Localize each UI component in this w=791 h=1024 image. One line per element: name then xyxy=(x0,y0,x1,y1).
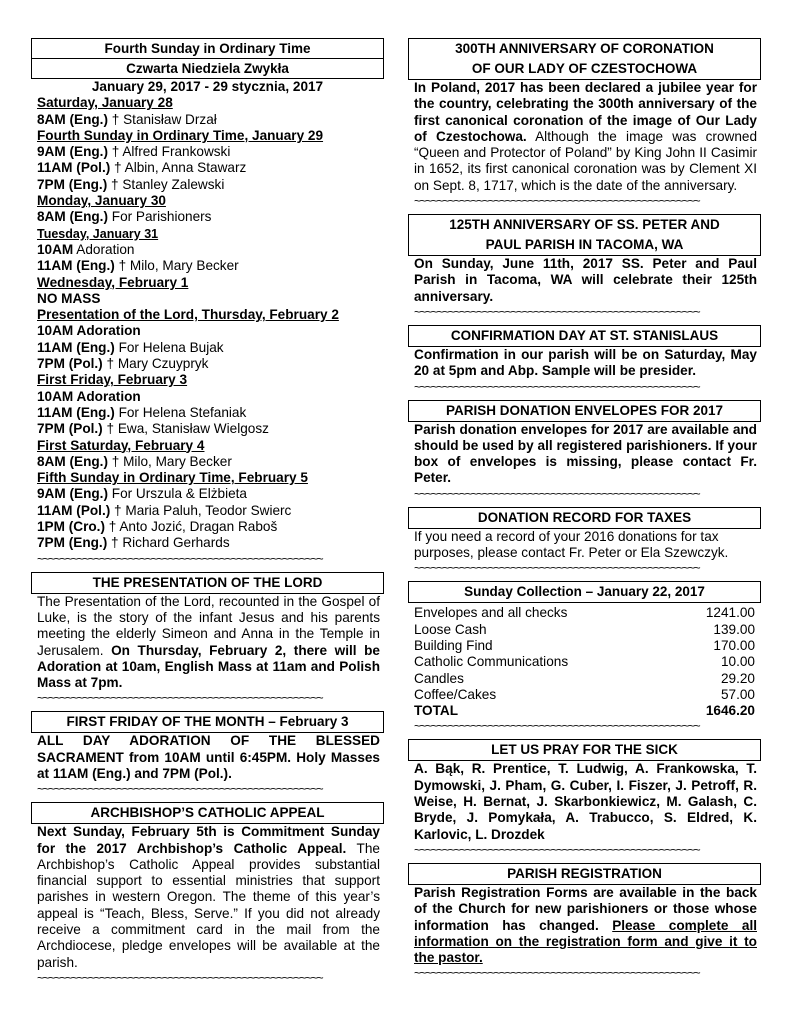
collection-amount: 29.20 xyxy=(720,670,755,686)
mass-intention: For Parishioners xyxy=(107,209,212,225)
collection-amount: 1241.00 xyxy=(705,605,755,621)
schedule-mass xyxy=(37,356,384,372)
schedule-mass xyxy=(37,160,384,176)
schedule-day-heading: First Friday, February 3 xyxy=(37,372,188,388)
coronation-text: In Poland, 2017 has been declared a jubilee year for the country, celebrating the 300th anniversary of the first canonical coronation of the image of Our Lady of Czestochowa. Although the image was crowned “Queen and Protector of Poland” by King John II Casimir in 1652, its first canonical coronation was by Clement XI on Sept. 8, 1717, which is the date of the anniversary. xyxy=(414,80,758,193)
mass-time: 9AM (Eng.) xyxy=(37,144,108,160)
mass-intention: For Helena Bujak xyxy=(114,339,224,355)
collection-row xyxy=(414,622,755,638)
collection-label: Catholic Communications xyxy=(414,654,569,670)
coronation-heading: 300TH ANNIVERSARY OF CORONATION OF OUR LADY OF CZESTOCHOWA xyxy=(408,38,761,80)
registration-heading: PARISH REGISTRATION xyxy=(408,863,761,885)
schedule-mass xyxy=(37,405,384,421)
left-column xyxy=(31,38,384,984)
mass-time: 8AM (Eng.) xyxy=(37,111,108,127)
mass-time: 8AM (Eng.) xyxy=(37,209,108,225)
mass-time: 11AM (Eng.) xyxy=(37,404,115,420)
mass-intention: † Milo, Mary Becker xyxy=(107,453,232,469)
schedule-title: Fourth Sunday in Ordinary Time xyxy=(104,41,311,56)
mass-time: 11AM (Pol.) xyxy=(37,502,111,518)
mass-intention: † Milo, Mary Becker xyxy=(114,258,239,274)
presentation-text: The Presentation of the Lord, recounted in the Gospel of Luke, is the story of the infant Jesus and his parents meeting the elderly Simeon and Anna in the Temple in Jerusalem. On Thursday, February 2, there will be Adoration at 10am, English Mass at 11am and Polish Mass at 7pm. xyxy=(37,593,380,691)
schedule-mass xyxy=(37,486,384,502)
separator: ~~~~~~~~~~~~~~~~~~~~~~~~~~~~~~~~~~~~~~~~~~~~~~~~~~ xyxy=(414,305,700,318)
schedule-mass xyxy=(37,209,384,225)
schedule-mass xyxy=(37,503,384,519)
schedule-day-heading: Presentation of the Lord, Thursday, February 2 xyxy=(37,307,339,323)
collection-label: Building Find xyxy=(414,637,493,653)
mass-intention: † Richard Gerhards xyxy=(107,535,230,551)
schedule-note: 10AM Adoration xyxy=(37,388,141,404)
first-friday-heading: FIRST FRIDAY OF THE MONTH – February 3 xyxy=(31,711,384,733)
mass-intention: † Stanley Zalewski xyxy=(107,176,225,192)
mass-time: 7PM (Eng.) xyxy=(37,176,108,192)
mass-schedule-header xyxy=(31,38,384,79)
mass-intention: † Anto Jozić, Dragan Raboš xyxy=(104,519,278,535)
schedule-mass xyxy=(37,112,384,128)
schedule-mass xyxy=(37,421,384,437)
appeal-text: Next Sunday, February 5th is Commitment Sunday for the 2017 Archbishop’s Catholic Appeal. The Archbishop’s Catholic Appeal provides substantial financial support to essential ministries that support parishes in western Oregon. The theme of this year’s appeal is “Teach, Bless, Serve.” If you did not already receive a commitment card in the mail from the Archdiocese, pledge envelopes will be available at the parish. xyxy=(37,824,380,970)
anniversary-heading: 125TH ANNIVERSARY OF SS. PETER AND PAUL PARISH IN TACOMA, WA xyxy=(408,214,761,256)
collection-amount: 10.00 xyxy=(720,654,755,670)
collection-amount: 57.00 xyxy=(720,686,755,702)
mass-intention: For Helena Stefaniak xyxy=(114,404,247,420)
separator: ~~~~~~~~~~~~~~~~~~~~~~~~~~~~~~~~~~~~~~~~~~~~~~~~~~ xyxy=(414,487,700,500)
collection-amount: 139.00 xyxy=(713,621,755,637)
right-column xyxy=(408,38,761,979)
collection-table xyxy=(414,605,755,719)
collection-row xyxy=(414,638,755,654)
schedule-mass xyxy=(37,177,384,193)
mass-time: 11AM (Eng.) xyxy=(37,258,115,274)
collection-label: Coffee/Cakes xyxy=(414,686,497,702)
sick-list: A. Bąk, R. Prentice, T. Ludwig, A. Frankowska, T. Dymowski, J. Pham, G. Cuber, I. Fiszer, J. Petroff, R. Weise, H. Bernat, J. Skarbonkiewicz, M. Galash, C. Bryde, J. Pomykała, A. Trabucco, S. Eldred, K. Karlovic, L. Drozdek xyxy=(414,761,757,842)
separator: ~~~~~~~~~~~~~~~~~~~~~~~~~~~~~~~~~~~~~~~~~~~~~~~~~~ xyxy=(414,195,700,208)
schedule-day-heading: Fourth Sunday in Ordinary Time, January 29 xyxy=(37,127,324,143)
collection-row xyxy=(414,654,755,670)
schedule-note: NO MASS xyxy=(37,290,101,306)
schedule-note: 10AM Adoration xyxy=(37,323,141,339)
collection-amount: 170.00 xyxy=(713,637,755,653)
collection-total-row: TOTAL 1646.20 xyxy=(414,703,755,719)
mass-intention: † Ewa, Stanisław Wielgosz xyxy=(102,421,269,437)
appeal-heading: ARCHBISHOP’S CATHOLIC APPEAL xyxy=(31,802,384,824)
separator: ~~~~~~~~~~~~~~~~~~~~~~~~~~~~~~~~~~~~~~~~~~~~~~~~~~ xyxy=(37,783,323,796)
separator: ~~~~~~~~~~~~~~~~~~~~~~~~~~~~~~~~~~~~~~~~~~~~~~~~~~ xyxy=(414,967,700,980)
mass-intention: Adoration xyxy=(73,241,135,257)
mass-intention: † Alfred Frankowski xyxy=(107,144,231,160)
collection-row xyxy=(414,671,755,687)
separator: ~~~~~~~~~~~~~~~~~~~~~~~~~~~~~~~~~~~~~~~~~~~~~~~~~~ xyxy=(37,692,323,705)
schedule-dates: January 29, 2017 - 29 stycznia, 2017 xyxy=(91,79,324,94)
schedule-mass xyxy=(37,519,384,535)
schedule-day-heading: First Saturday, February 4 xyxy=(37,437,205,453)
schedule-day-heading: Fifth Sunday in Ordinary Time, February 5 xyxy=(37,470,308,486)
mass-intention: † Mary Czuypryk xyxy=(102,356,209,372)
confirmation-text: Confirmation in our parish will be on Saturday, May 20 at 5pm and Abp. Sample will be presider. xyxy=(414,346,757,379)
schedule-mass xyxy=(37,340,384,356)
mass-intention: † Stanisław Drzał xyxy=(107,111,217,127)
separator: ~~~~~~~~~~~~~~~~~~~~~~~~~~~~~~~~~~~~~~~~~~~~~~~~~~ xyxy=(414,562,700,575)
schedule-mass xyxy=(37,454,384,470)
separator: ~~~~~~~~~~~~~~~~~~~~~~~~~~~~~~~~~~~~~~~~~~~~~~~~~~ xyxy=(37,552,323,565)
schedule-day-heading: Saturday, January 28 xyxy=(37,95,173,111)
donation-record-heading: DONATION RECORD FOR TAXES xyxy=(408,507,761,529)
schedule-day-heading: Tuesday, January 31 xyxy=(37,226,159,241)
schedule-mass xyxy=(37,258,384,274)
first-friday-text: ALL DAY ADORATION OF THE BLESSED SACRAMENT from 10AM until 6:45PM. Holy Masses at 11AM (Eng.) and 7PM (Pol.). xyxy=(37,733,380,781)
separator: ~~~~~~~~~~~~~~~~~~~~~~~~~~~~~~~~~~~~~~~~~~~~~~~~~~ xyxy=(414,843,700,856)
schedule-mass xyxy=(37,144,384,160)
registration-text: Parish Registration Forms are available in the back of the Church for new parishioners or those whose information has changed. Please complete all information on the registration form and give it to the pastor. xyxy=(414,884,757,966)
mass-time: 7PM (Eng.) xyxy=(37,535,108,551)
collection-label: Loose Cash xyxy=(414,621,487,637)
collection-label: Envelopes and all checks xyxy=(414,605,568,621)
schedule-day-heading: Wednesday, February 1 xyxy=(37,274,189,290)
mass-intention: For Urszula & Elżbieta xyxy=(107,486,247,502)
mass-intention: † Albin, Anna Stawarz xyxy=(110,160,247,176)
collection-row xyxy=(414,605,755,621)
schedule-day-heading: Monday, January 30 xyxy=(37,193,166,209)
envelopes-text: Parish donation envelopes for 2017 are available and should be used by all registered parishioners. If your box of envelopes is missing, please contact Fr. Peter. xyxy=(414,421,757,486)
schedule-mass xyxy=(37,242,384,258)
mass-time: 1PM (Cro.) xyxy=(37,519,105,535)
separator: ~~~~~~~~~~~~~~~~~~~~~~~~~~~~~~~~~~~~~~~~~~~~~~~~~~ xyxy=(37,971,323,984)
envelopes-heading: PARISH DONATION ENVELOPES FOR 2017 xyxy=(408,400,761,422)
anniversary-text: On Sunday, June 11th, 2017 SS. Peter and Paul Parish in Tacoma, WA will celebrate their 125th anniversary. xyxy=(414,256,757,304)
separator: ~~~~~~~~~~~~~~~~~~~~~~~~~~~~~~~~~~~~~~~~~~~~~~~~~~ xyxy=(414,720,700,733)
collection-label: Candles xyxy=(414,670,464,686)
mass-schedule-list xyxy=(37,95,384,551)
mass-time: 7PM (Pol.) xyxy=(37,356,103,372)
mass-time: 10AM xyxy=(37,241,74,257)
donation-record-text: If you need a record of your 2016 donations for tax purposes, please contact Fr. Peter or Ela Szewczyk. xyxy=(414,528,729,561)
collection-heading: Sunday Collection – January 22, 2017 xyxy=(408,581,761,603)
presentation-heading: THE PRESENTATION OF THE LORD xyxy=(31,572,384,594)
mass-time: 11AM (Eng.) xyxy=(37,339,115,355)
mass-time: 7PM (Pol.) xyxy=(37,421,103,437)
schedule-title-polish: Czwarta Niedziela Zwykła xyxy=(32,58,383,78)
confirmation-heading: CONFIRMATION DAY AT ST. STANISLAUS xyxy=(408,325,761,347)
sick-heading: LET US PRAY FOR THE SICK xyxy=(408,739,761,761)
mass-time: 9AM (Eng.) xyxy=(37,486,108,502)
mass-time: 11AM (Pol.) xyxy=(37,160,111,176)
mass-time: 8AM (Eng.) xyxy=(37,453,108,469)
collection-row xyxy=(414,687,755,703)
mass-intention: † Maria Paluh, Teodor Swierc xyxy=(110,502,292,518)
schedule-mass xyxy=(37,535,384,551)
separator: ~~~~~~~~~~~~~~~~~~~~~~~~~~~~~~~~~~~~~~~~~~~~~~~~~~ xyxy=(414,380,700,393)
